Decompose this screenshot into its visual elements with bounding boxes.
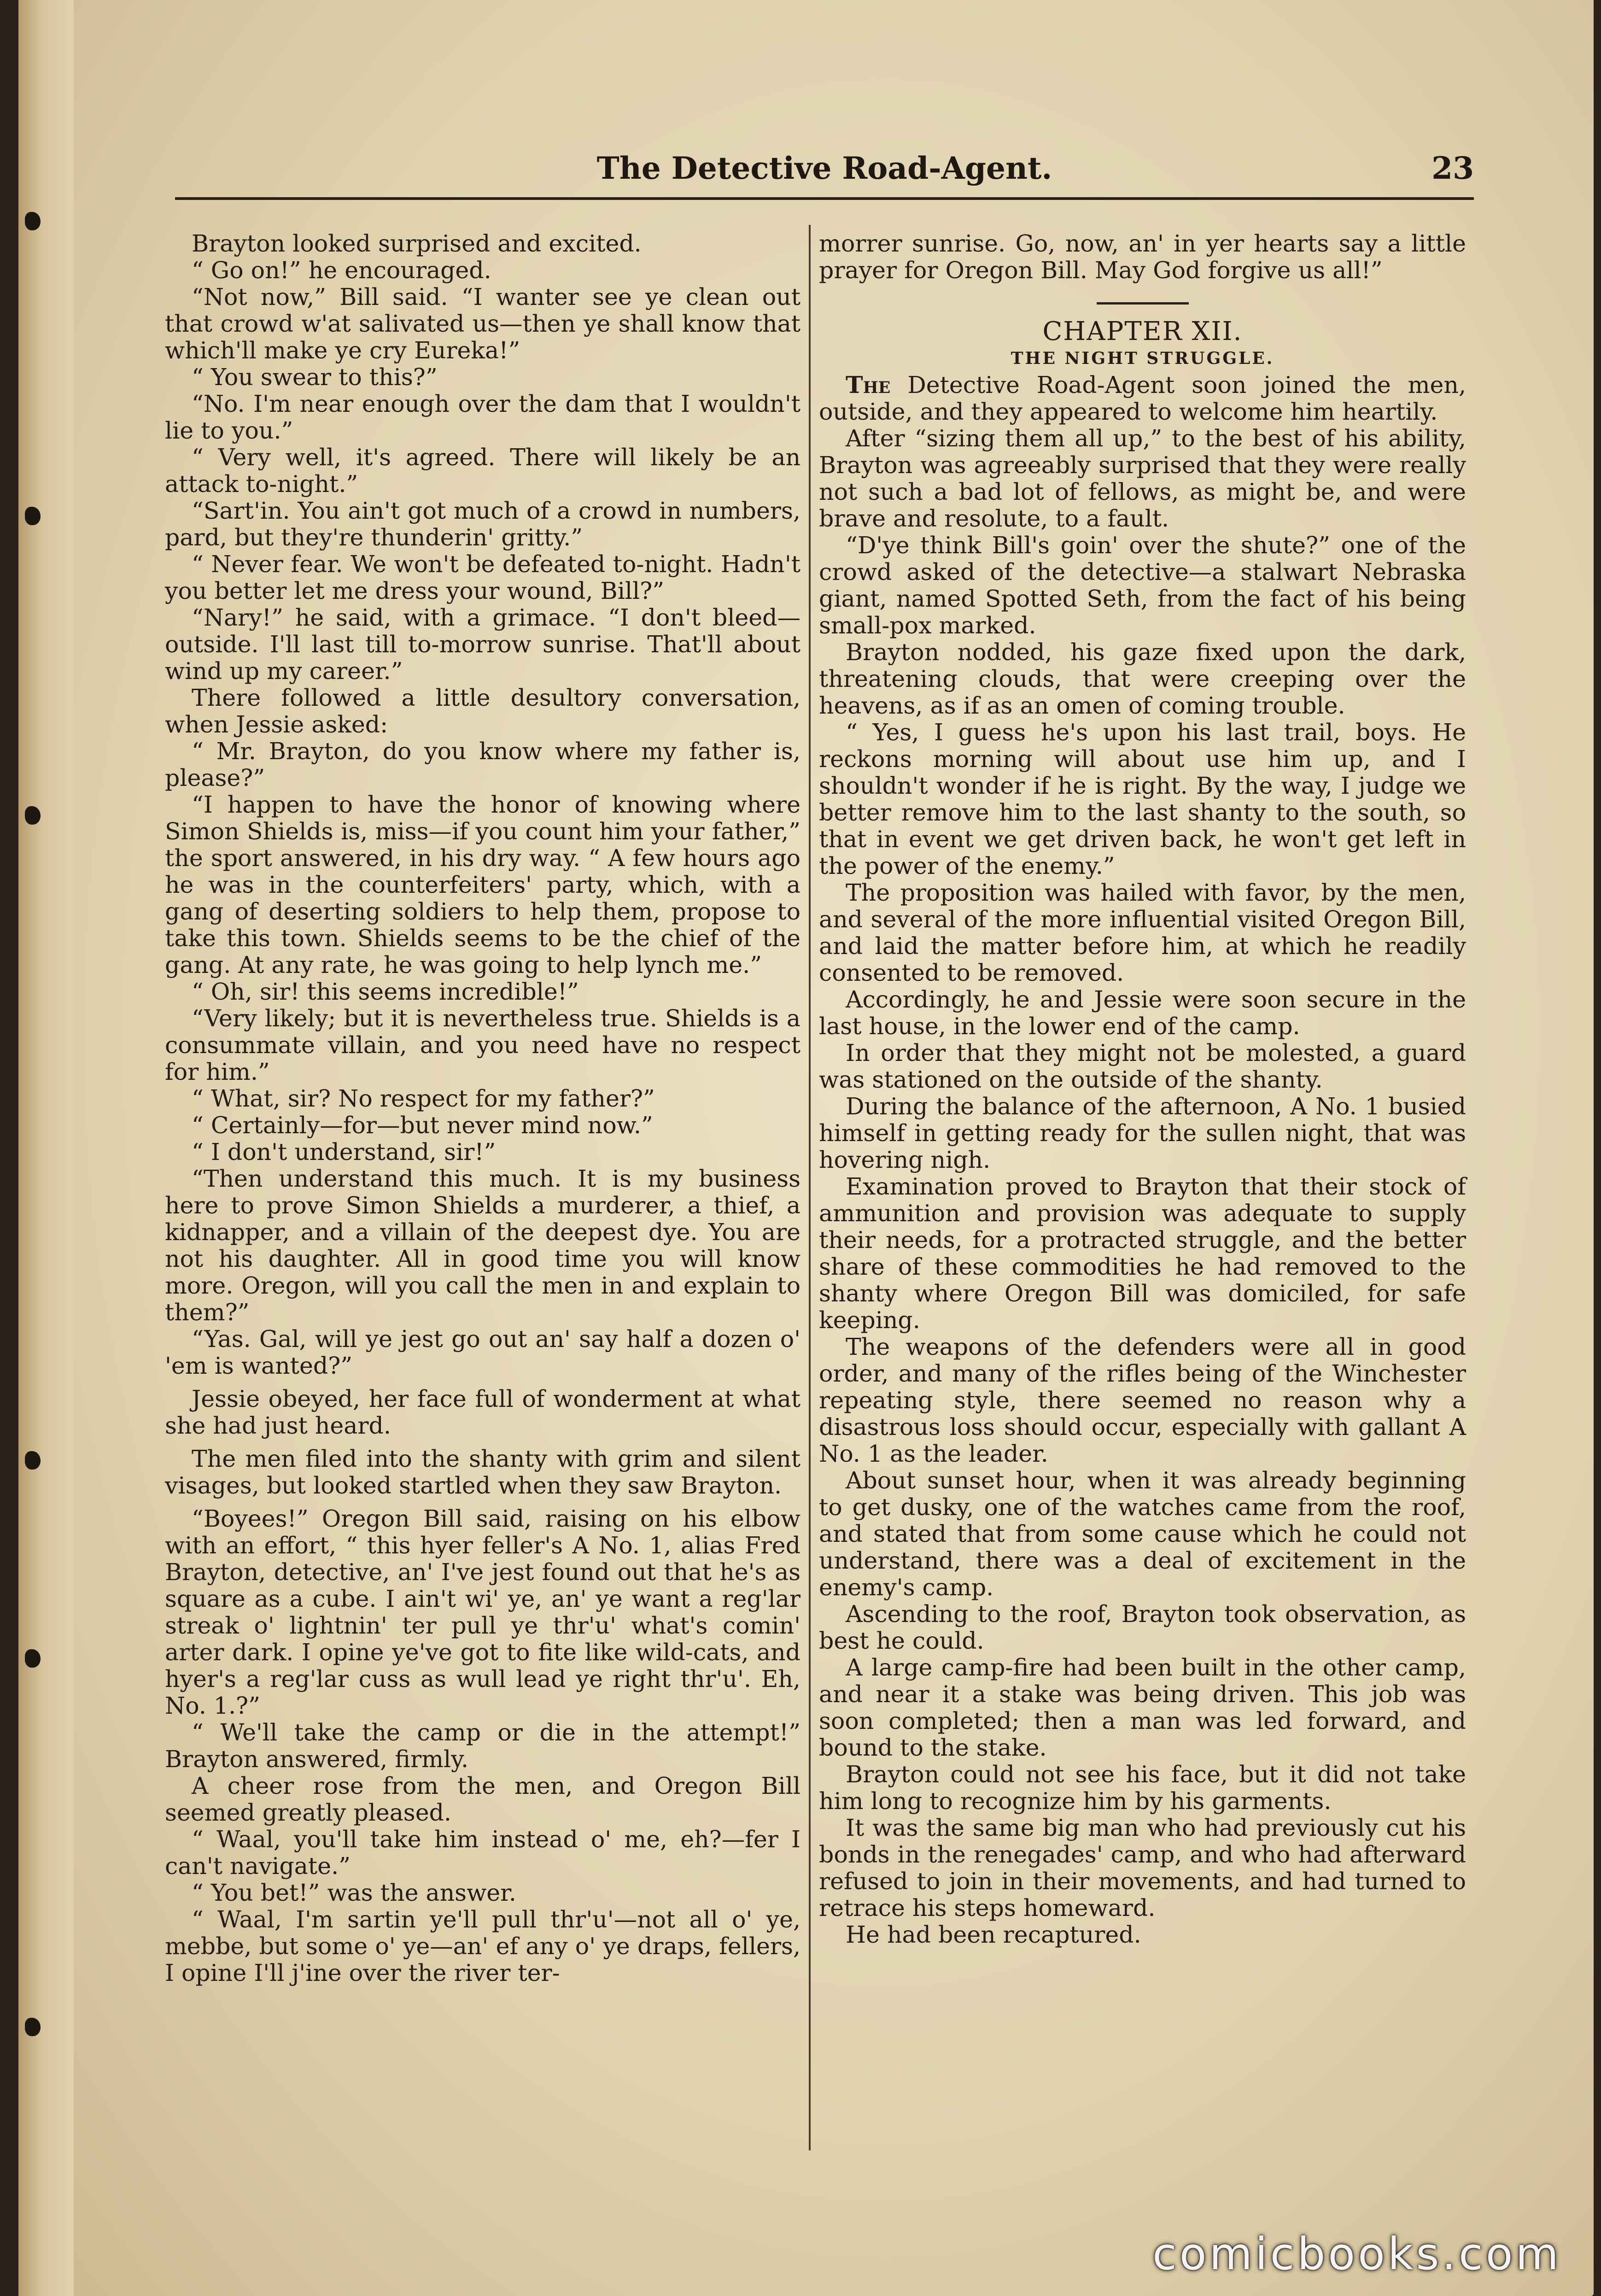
paragraph: “ Mr. Brayton, do you know where my father is, please?” bbox=[165, 738, 800, 791]
paragraph: He had been recaptured. bbox=[846, 1921, 1141, 1948]
paragraph: “ Yes, I guess he's upon his last trail, boys. He reckons morning will about use him up, and I shouldn't wonder if he is right. By the way, I judge we better remove him to the last shanty to the south, so that in event we get driven back, he won't get left in the power of the enemy.” bbox=[819, 719, 1466, 879]
watermark: comicbooks.com bbox=[1152, 2228, 1561, 2280]
chapter-title: CHAPTER XII. bbox=[1042, 316, 1243, 346]
paragraph: “ You bet!” was the answer. bbox=[192, 1879, 516, 1906]
paragraph: The weapons of the defenders were all in good order, and many of the rifles being of the Winchester repeating style, there seemed no reason why a disastrous loss should occur, especially with gallant A No. 1 as the leader. bbox=[819, 1333, 1466, 1467]
column-divider bbox=[809, 225, 811, 2150]
paragraph: Brayton nodded, his gaze fixed upon the dark, threatening clouds, that were creeping over the heavens, as if as an omen of coming trouble. bbox=[819, 638, 1466, 719]
binding-stitch bbox=[25, 1451, 41, 1470]
paragraph: “Sart'in. You ain't got much of a crowd in numbers, pard, but they're thunderin' gritty.” bbox=[165, 497, 800, 551]
paragraph: “ Very well, it's agreed. There will likely be an attack to-night.” bbox=[165, 444, 800, 498]
paragraph: Brayton could not see his face, but it did not take him long to recognize him by his garments. bbox=[819, 1761, 1466, 1815]
paragraph: “Boyees!” Oregon Bill said, raising on his elbow with an effort, “ this hyer feller's A No. 1, alias Fred Brayton, detective, an' I've jest found out that he's as square as a cube. I ain't wi' ye, an' ye want a reg'lar streak o' lightnin' ter pull ye thr'u' what's comin' arter dark. I opine ye've got to fite like wild-cats, and hyer's a reg'lar cuss as wull lead ye right thr'u'. Eh, No. 1.?” bbox=[165, 1505, 800, 1719]
paragraph: “Yas. Gal, will ye jest go out an' say half a dozen o' 'em is wanted?” bbox=[165, 1325, 800, 1379]
paragraph: “D'ye think Bill's goin' over the shute?” one of the crowd asked of the detective—a stalwart Nebraska giant, named Spotted Seth, from the fact of his being small-pox marked. bbox=[819, 532, 1466, 639]
paragraph: “ We'll take the camp or die in the attempt!” Brayton answered, firmly. bbox=[165, 1719, 800, 1773]
paragraph: “ Go on!” he encouraged. bbox=[192, 257, 491, 284]
paragraph: It was the same big man who had previously cut his bonds in the renegades' camp, and who had afterward refused to join in their movements, and had turned to retrace his steps homeward. bbox=[819, 1814, 1466, 1921]
paragraph: Examination proved to Brayton that their stock of ammunition and provision was adequate to supply their needs, for a protracted struggle, and the better share of these commodities he had removed to the shanty where Oregon Bill was domiciled, for safe keeping. bbox=[819, 1173, 1466, 1334]
chapter-first-paragraph bbox=[819, 372, 1466, 425]
paragraph: Ascending to the roof, Brayton took observation, as best he could. bbox=[819, 1600, 1466, 1654]
book-page bbox=[18, 0, 1594, 2296]
paragraph: Accordingly, he and Jessie were soon secure in the last house, in the lower end of the camp. bbox=[819, 986, 1466, 1040]
paragraph-text: Detective Road-Agent soon joined the men, outside, and they appeared to welcome him heartily. bbox=[819, 371, 1466, 425]
chapter-subtitle: THE NIGHT STRUGGLE. bbox=[1011, 349, 1274, 368]
paragraph: About sunset hour, when it was already beginning to get dusky, one of the watches came from the roof, and stated that from some cause which he could not understand, there was a deal of excitement in the enemy's camp. bbox=[819, 1467, 1466, 1601]
paragraph: In order that they might not be molested, a guard was stationed on the outside of the shanty. bbox=[819, 1039, 1466, 1093]
page-spine-edge bbox=[18, 0, 74, 2296]
paragraph: Brayton looked surprised and excited. bbox=[192, 230, 642, 257]
binding-stitch bbox=[25, 507, 41, 525]
section-rule bbox=[1097, 302, 1189, 305]
paragraph: “ I don't understand, sir!” bbox=[192, 1138, 496, 1166]
running-header bbox=[175, 146, 1474, 200]
paragraph: “I happen to have the honor of knowing where Simon Shields is, miss—if you count him your father,” the sport answered, in his dry way. “ A few hours ago he was in the counterfeiters' party, which, with a gang of deserting soldiers to help them, propose to take this town. Shields seems to be the chief of the gang. At any rate, he was going to help lynch me.” bbox=[165, 791, 800, 978]
binding-stitch bbox=[25, 806, 41, 825]
paragraph: “ Certainly—for—but never mind now.” bbox=[192, 1112, 653, 1139]
paragraph: “ What, sir? No respect for my father?” bbox=[192, 1085, 655, 1112]
paragraph: The men filed into the shanty with grim and silent visages, but looked startled when they saw Brayton. bbox=[165, 1445, 800, 1499]
paragraph: After “sizing them all up,” to the best of his ability, Brayton was agreeably surprised that they were really not such a bad lot of fellows, as might be, and were brave and resolute, to a fault. bbox=[819, 425, 1466, 532]
paragraph: “Very likely; but it is nevertheless true. Shields is a consummate villain, and you need have no respect for him.” bbox=[165, 1005, 800, 1085]
paragraph: “ You swear to this?” bbox=[192, 363, 438, 391]
paragraph: A large camp-fire had been built in the other camp, and near it a stake was being driven. This job was soon completed; then a man was led forward, and bound to the stake. bbox=[819, 1654, 1466, 1761]
paragraph: A cheer rose from the men, and Oregon Bill seemed greatly pleased. bbox=[165, 1772, 800, 1826]
paragraph: “ Waal, you'll take him instead o' me, eh?—fer I can't navigate.” bbox=[165, 1826, 800, 1880]
binding-stitch bbox=[25, 1649, 41, 1668]
paragraph: “Nary!” he said, with a grimace. “I don't bleed—outside. I'll last till to-morrow sunrise. That'll about wind up my career.” bbox=[165, 604, 800, 685]
paragraph: “No. I'm near enough over the dam that I wouldn't lie to you.” bbox=[165, 390, 800, 444]
right-column bbox=[819, 230, 1466, 2144]
paragraph: “ Never fear. We won't be defeated to-night. Hadn't you better let me dress your wound, Bill?” bbox=[165, 551, 800, 604]
binding-stitch bbox=[25, 2018, 41, 2036]
paragraph: morrer sunrise. Go, now, an' in yer hearts say a little prayer for Oregon Bill. May God forgive us all!” bbox=[819, 230, 1466, 284]
paragraph: During the balance of the afternoon, A No. 1 busied himself in getting ready for the sullen night, that was hovering nigh. bbox=[819, 1093, 1466, 1173]
paragraph: Jessie obeyed, her face full of wonderment at what she had just heard. bbox=[165, 1385, 800, 1439]
paragraph: “Not now,” Bill said. “I wanter see ye clean out that crowd w'at salivated us—then ye shall know that which'll make ye cry Eureka!” bbox=[165, 283, 800, 364]
running-title: The Detective Road-Agent. bbox=[596, 150, 1052, 186]
paragraph: There followed a little desultory conversation, when Jessie asked: bbox=[165, 684, 800, 738]
page-number: 23 bbox=[1432, 150, 1474, 186]
paragraph: “ Waal, I'm sartin ye'll pull thr'u'—not all o' ye, mebbe, but some o' ye—an' ef any o' ye draps, fellers, I opine I'll j'ine over the river ter- bbox=[165, 1906, 800, 1986]
paragraph: The proposition was hailed with favor, by the men, and several of the more influential visited Oregon Bill, and laid the matter before him, at which he readily consented to be removed. bbox=[819, 879, 1466, 986]
paragraph: “Then understand this much. It is my business here to prove Simon Shields a murderer, a thief, a kidnapper, and a villain of the deepest dye. You are not his daughter. All in good time you will know more. Oregon, will you call the men in and explain to them?” bbox=[165, 1165, 800, 1326]
left-column bbox=[165, 230, 800, 2144]
paragraph: “ Oh, sir! this seems incredible!” bbox=[192, 978, 579, 1005]
binding-stitch bbox=[25, 212, 41, 230]
drop-word: The bbox=[846, 371, 891, 398]
